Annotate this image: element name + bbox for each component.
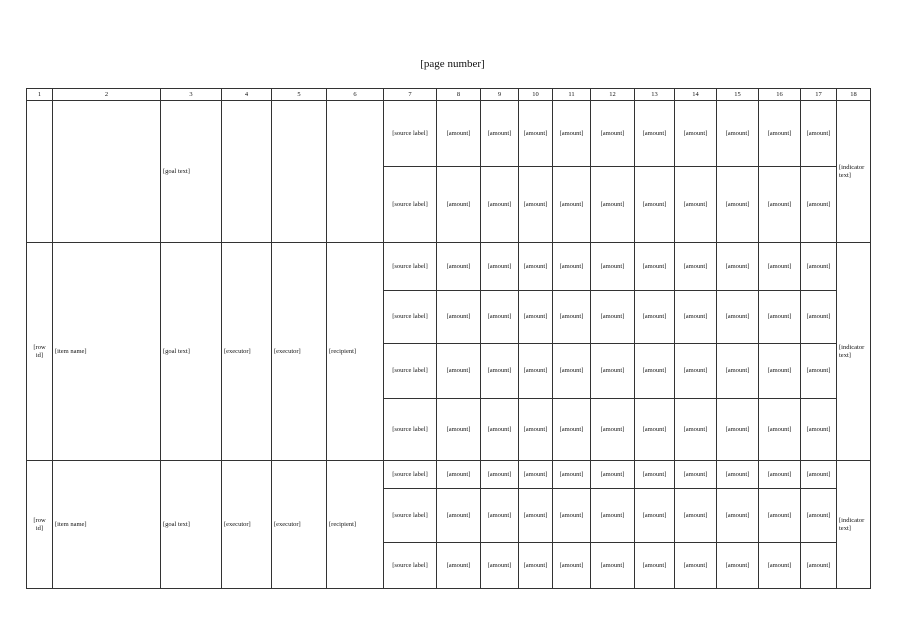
value-cell: [amount] [635, 243, 675, 291]
value-cell: [amount] [437, 489, 481, 543]
value-cell: [amount] [519, 543, 553, 589]
value-cell: [amount] [675, 167, 717, 243]
value-cell: [amount] [759, 167, 801, 243]
funding-source: [source label] [384, 167, 437, 243]
value-cell: [amount] [801, 344, 837, 399]
recipient-cell: [recipient] [327, 461, 384, 589]
column-number: 7 [384, 89, 437, 101]
table-row [27, 461, 871, 489]
funding-source: [source label] [384, 489, 437, 543]
executor-cell: [executor] [272, 243, 327, 461]
value-cell: [amount] [591, 101, 635, 167]
value-cell: [amount] [675, 101, 717, 167]
value-cell: [amount] [759, 399, 801, 461]
funding-source: [source label] [384, 461, 437, 489]
table-row [27, 101, 871, 167]
value-cell: [amount] [553, 399, 591, 461]
funding-source: [source label] [384, 543, 437, 589]
column-number: 15 [717, 89, 759, 101]
column-number: 8 [437, 89, 481, 101]
column-number: 5 [272, 89, 327, 101]
value-cell: [amount] [717, 399, 759, 461]
value-cell: [amount] [553, 291, 591, 344]
value-cell: [amount] [801, 167, 837, 243]
value-cell: [amount] [801, 291, 837, 344]
item-name-cell [53, 101, 161, 243]
value-cell: [amount] [437, 461, 481, 489]
value-cell: [amount] [553, 461, 591, 489]
row-id-cell: [row id] [27, 243, 53, 461]
value-cell: [amount] [717, 291, 759, 344]
value-cell: [amount] [481, 543, 519, 589]
executor-cell: [executor] [272, 461, 327, 589]
column-number: 12 [591, 89, 635, 101]
item-name-cell: [item name] [53, 461, 161, 589]
executor-cell [272, 101, 327, 243]
value-cell: [amount] [717, 167, 759, 243]
value-cell: [amount] [759, 243, 801, 291]
value-cell: [amount] [675, 344, 717, 399]
value-cell: [amount] [675, 291, 717, 344]
value-cell: [amount] [519, 461, 553, 489]
value-cell: [amount] [591, 489, 635, 543]
column-number-row [27, 89, 871, 101]
value-cell: [amount] [717, 461, 759, 489]
value-cell: [amount] [801, 543, 837, 589]
value-cell: [amount] [481, 167, 519, 243]
value-cell: [amount] [591, 167, 635, 243]
value-cell: [amount] [519, 399, 553, 461]
value-cell: [amount] [481, 399, 519, 461]
value-cell: [amount] [481, 489, 519, 543]
column-number: 17 [801, 89, 837, 101]
value-cell: [amount] [553, 489, 591, 543]
value-cell: [amount] [437, 243, 481, 291]
value-cell: [amount] [519, 167, 553, 243]
value-cell: [amount] [481, 344, 519, 399]
value-cell: [amount] [675, 399, 717, 461]
value-cell: [amount] [519, 489, 553, 543]
value-cell: [amount] [519, 291, 553, 344]
value-cell: [amount] [801, 489, 837, 543]
row-id-cell: [row id] [27, 461, 53, 589]
value-cell: [amount] [635, 489, 675, 543]
value-cell: [amount] [481, 101, 519, 167]
value-cell: [amount] [635, 399, 675, 461]
column-number: 14 [675, 89, 717, 101]
value-cell: [amount] [717, 243, 759, 291]
value-cell: [amount] [437, 399, 481, 461]
value-cell: [amount] [675, 489, 717, 543]
item-name-cell: [item name] [53, 243, 161, 461]
value-cell: [amount] [591, 399, 635, 461]
indicator-cell: [indicator text] [837, 461, 871, 589]
column-number: 11 [553, 89, 591, 101]
recipient-cell [327, 101, 384, 243]
value-cell: [amount] [519, 243, 553, 291]
value-cell: [amount] [635, 167, 675, 243]
value-cell: [amount] [759, 461, 801, 489]
co-executor-cell: [executor] [222, 243, 272, 461]
goal-cell: [goal text] [161, 101, 222, 243]
value-cell: [amount] [801, 461, 837, 489]
column-number: 16 [759, 89, 801, 101]
column-number: 3 [161, 89, 222, 101]
value-cell: [amount] [801, 243, 837, 291]
value-cell: [amount] [437, 101, 481, 167]
co-executor-cell: [executor] [222, 461, 272, 589]
value-cell: [amount] [801, 101, 837, 167]
value-cell: [amount] [635, 101, 675, 167]
indicator-cell: [indicator text] [837, 101, 871, 243]
value-cell: [amount] [437, 543, 481, 589]
value-cell: [amount] [553, 167, 591, 243]
value-cell: [amount] [759, 543, 801, 589]
value-cell: [amount] [481, 461, 519, 489]
value-cell: [amount] [481, 291, 519, 344]
value-cell: [amount] [591, 243, 635, 291]
page-number: [page number] [420, 58, 485, 70]
value-cell: [amount] [553, 543, 591, 589]
value-cell: [amount] [759, 489, 801, 543]
value-cell: [amount] [759, 291, 801, 344]
column-number: 9 [481, 89, 519, 101]
value-cell: [amount] [553, 243, 591, 291]
value-cell: [amount] [801, 399, 837, 461]
column-number: 10 [519, 89, 553, 101]
value-cell: [amount] [675, 243, 717, 291]
funding-source: [source label] [384, 243, 437, 291]
table-row [27, 243, 871, 291]
column-number: 4 [222, 89, 272, 101]
column-number: 1 [27, 89, 53, 101]
goal-cell: [goal text] [161, 243, 222, 461]
value-cell: [amount] [519, 344, 553, 399]
program-table [26, 88, 871, 589]
value-cell: [amount] [519, 101, 553, 167]
value-cell: [amount] [759, 344, 801, 399]
value-cell: [amount] [437, 167, 481, 243]
value-cell: [amount] [553, 101, 591, 167]
funding-source: [source label] [384, 101, 437, 167]
value-cell: [amount] [437, 344, 481, 399]
funding-source: [source label] [384, 344, 437, 399]
value-cell: [amount] [759, 101, 801, 167]
value-cell: [amount] [591, 344, 635, 399]
row-id-cell [27, 101, 53, 243]
funding-source: [source label] [384, 291, 437, 344]
value-cell: [amount] [437, 291, 481, 344]
value-cell: [amount] [717, 543, 759, 589]
column-number: 18 [837, 89, 871, 101]
column-number: 6 [327, 89, 384, 101]
value-cell: [amount] [635, 291, 675, 344]
funding-source: [source label] [384, 399, 437, 461]
column-number: 2 [53, 89, 161, 101]
value-cell: [amount] [717, 344, 759, 399]
value-cell: [amount] [675, 461, 717, 489]
co-executor-cell [222, 101, 272, 243]
recipient-cell: [recipient] [327, 243, 384, 461]
value-cell: [amount] [591, 461, 635, 489]
goal-cell: [goal text] [161, 461, 222, 589]
value-cell: [amount] [481, 243, 519, 291]
value-cell: [amount] [635, 543, 675, 589]
value-cell: [amount] [635, 344, 675, 399]
column-number: 13 [635, 89, 675, 101]
value-cell: [amount] [591, 291, 635, 344]
indicator-cell: [indicator text] [837, 243, 871, 461]
value-cell: [amount] [591, 543, 635, 589]
value-cell: [amount] [675, 543, 717, 589]
value-cell: [amount] [717, 101, 759, 167]
value-cell: [amount] [717, 489, 759, 543]
value-cell: [amount] [635, 461, 675, 489]
value-cell: [amount] [553, 344, 591, 399]
